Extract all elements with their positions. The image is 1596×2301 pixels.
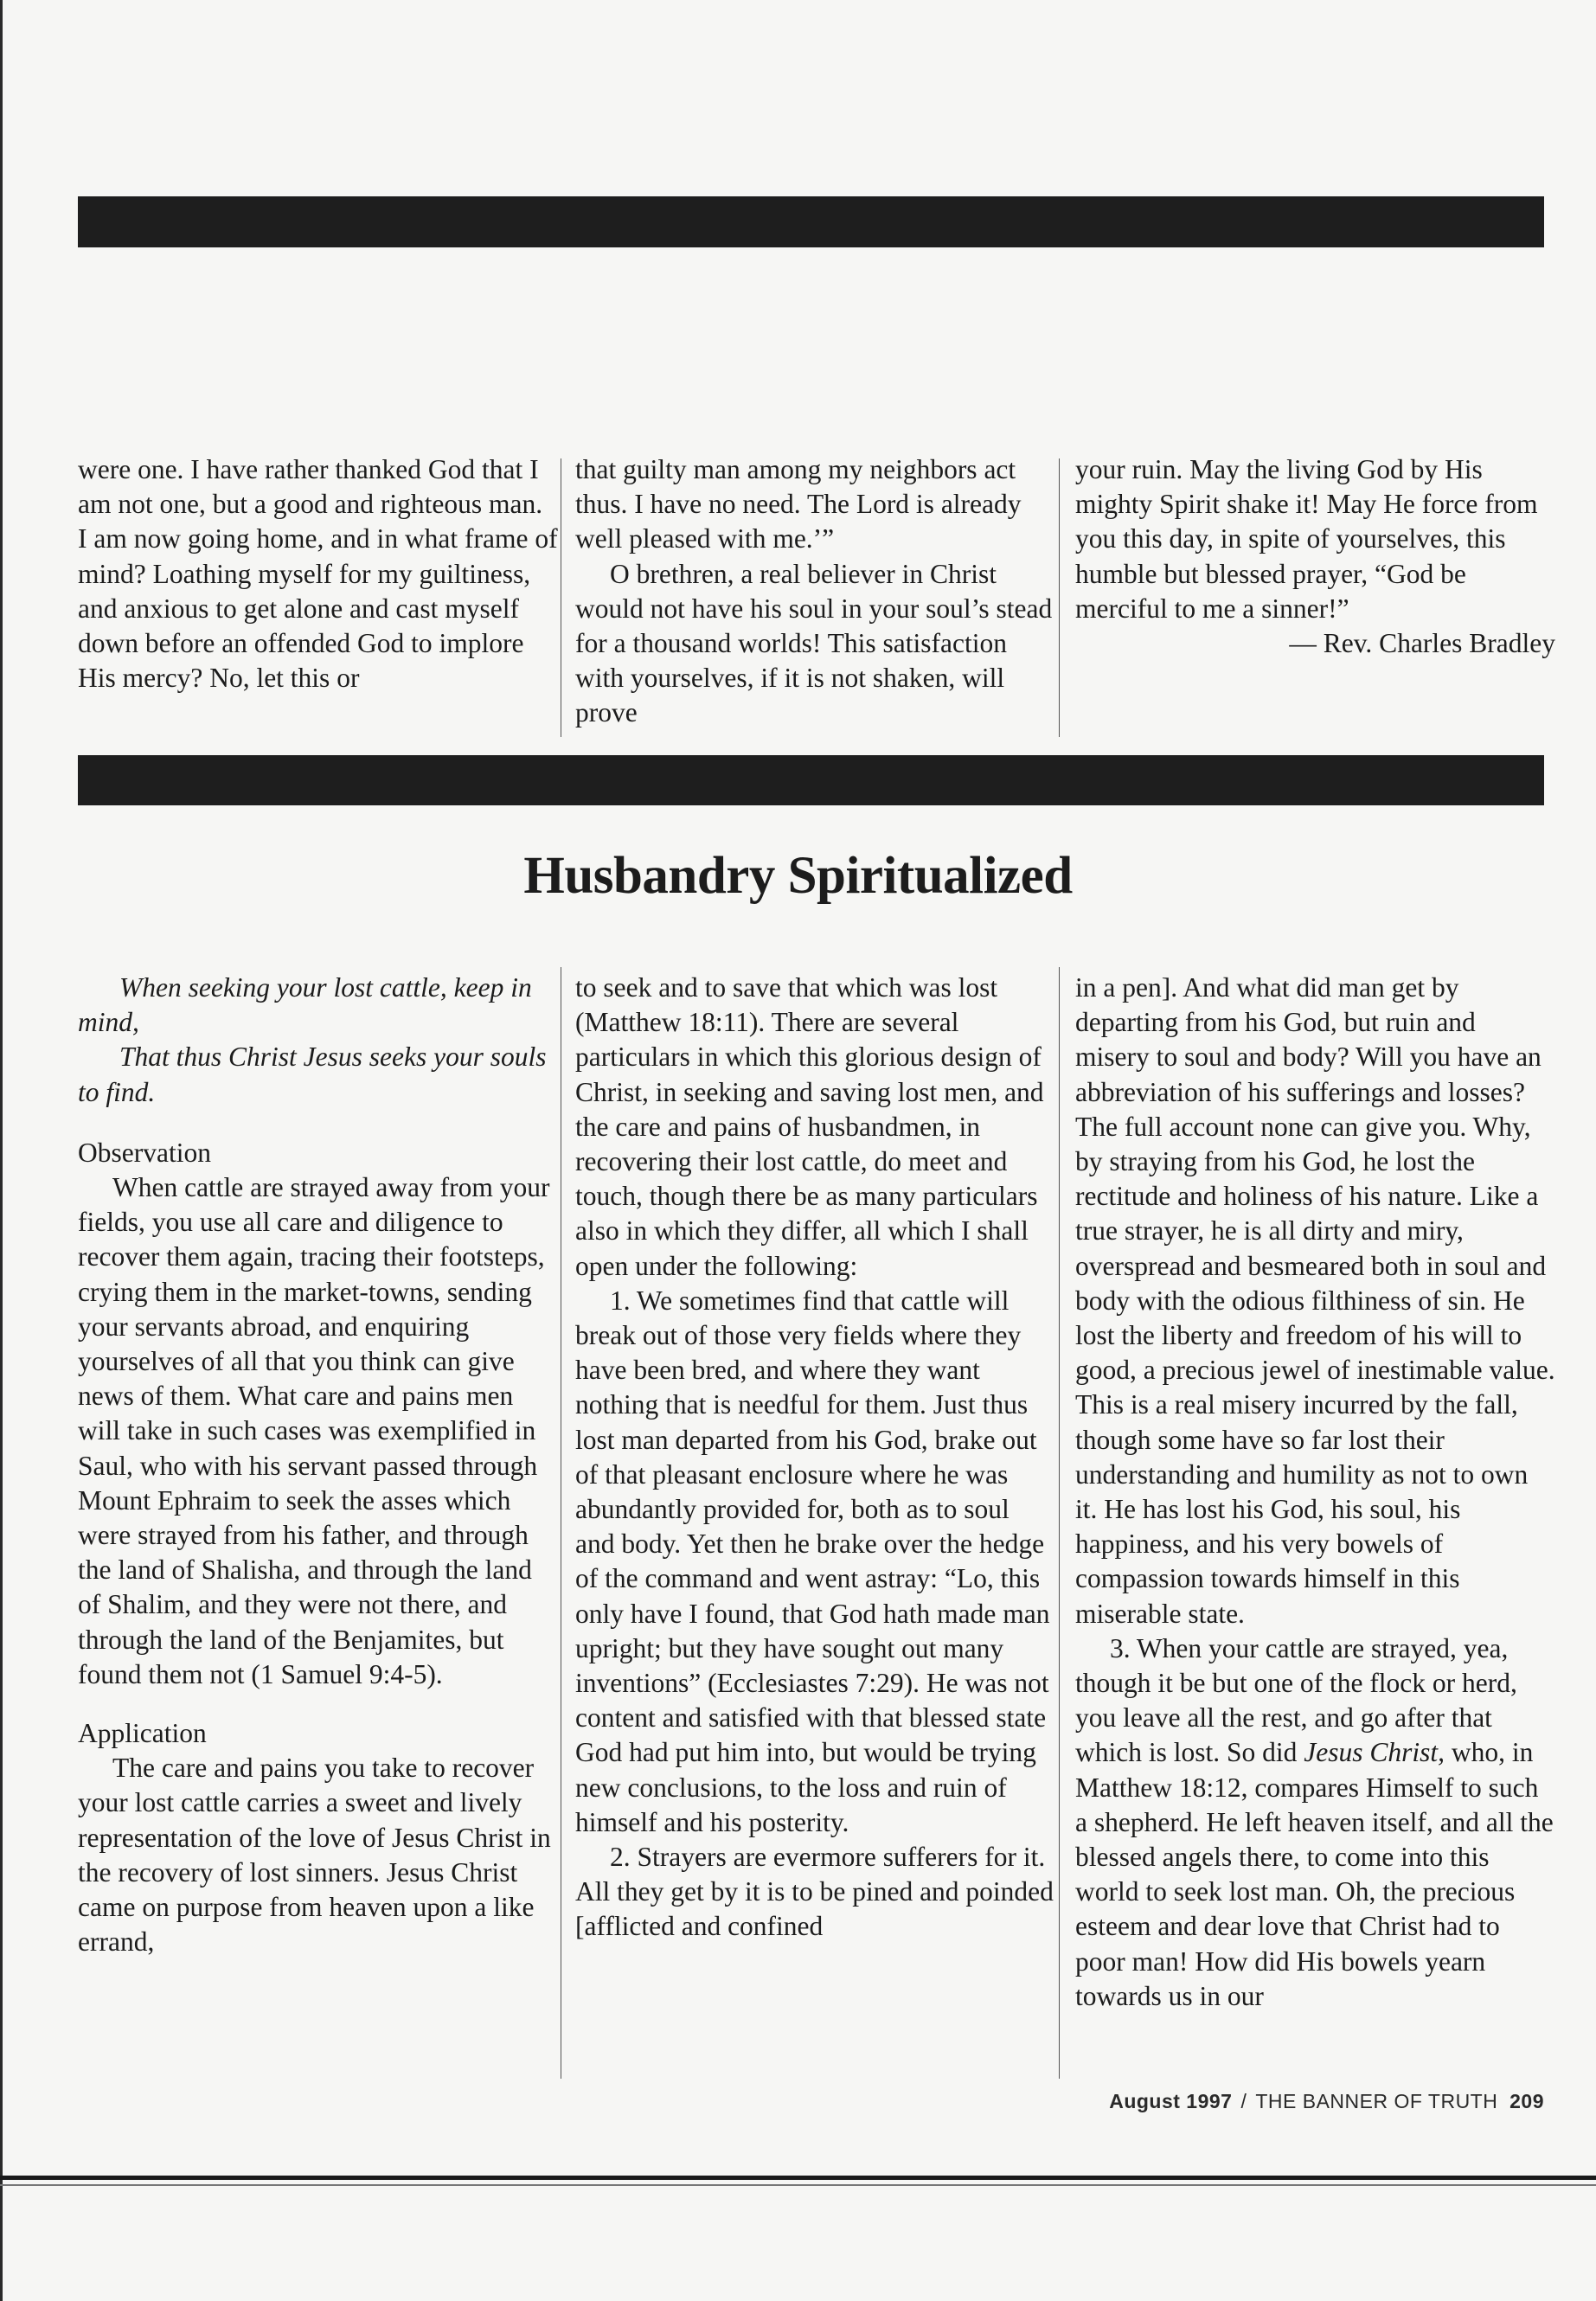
article-column-1	[78, 971, 558, 1959]
header-bar	[78, 196, 1544, 247]
col3-para-2-end: who, in Matthew 18:12, compares Himself to such a shepherd. He left heaven itself, and all the blessed angels there, to come into this world to seek lost man. Oh, the precious esteem and dear love that Christ had to poor man! How did His bowels yearn towards us in our	[1075, 1737, 1554, 2011]
epigraph-line-2: That thus Christ Jesus seeks your souls to find.	[78, 1042, 547, 1107]
author-signature: — Rev. Charles Bradley	[1289, 628, 1555, 659]
page-left-edge	[0, 0, 3, 2301]
emphasis-jesus-christ: Jesus Christ,	[1304, 1737, 1445, 1768]
page-number: 209	[1509, 2090, 1544, 2112]
article-column-3	[1075, 971, 1555, 2014]
footer-date: August 1997	[1109, 2090, 1233, 2112]
article-col2-para-2: 1. We sometimes find that cattle will break out of those very fields where they have been bred, and where they want nothing that is needful for them. Just thus lost man departed from his God, brake out of that pleasant enclosure where he was abundantly provided for, both as to soul and body. Yet then he brake over the hedge of the command and went astray: “Lo, this only have I found, that God hath made man upright; but they have sought out many inventions” (Ecclesiastes 7:29). He was not content and satisfied with that blessed state God had put him into, but would be trying new conclusions, to the loss and ruin of himself and his posterity.	[575, 1285, 1050, 1837]
top-column-3	[1075, 452, 1555, 661]
epigraph-line-1: When seeking your lost cattle, keep in mind,	[78, 972, 532, 1038]
col3-para-2-start: 3. When your cattle are strayed, yea, though it be but one of the flock or herd, you leave all the rest, and go after that which is lost. So did	[1075, 1632, 1517, 1768]
article-col3-para-1: in a pen]. And what did man get by departing from his God, but ruin and misery to soul and body? Will you have an abbreviation of his sufferings and losses? The full account none can give you. Why, by straying from his God, he lost the rectitude and holiness of his nature. Like a true strayer, he is all dirty and miry, overspread and besmeared both in soul and body with the odious filthiness of sin. He lost the liberty and freedom of his will to good, a precious jewel of inestimable value. This is a real misery incurred by the fall, though some have so far lost their understanding and humility as not to own it. He has lost his God, his soul, his happiness, and his very bowels of compassion towards himself in this miserable state.	[1075, 972, 1555, 1629]
section-divider-bar	[78, 755, 1544, 805]
column-rule	[1059, 967, 1060, 2079]
article-col2-para-3: 2. Strayers are evermore sufferers for it. All they get by it is to be pined and poinded [afflicted and confined	[575, 1842, 1054, 1942]
page-footer	[1109, 2090, 1544, 2113]
article-title: Husbandry Spiritualized	[523, 847, 1073, 905]
footer-separator: /	[1240, 2090, 1247, 2112]
top-column-1	[78, 452, 558, 695]
observation-heading: Observation	[78, 1137, 211, 1168]
top-col2-para-2: O brethren, a real believer in Christ would not have his soul in your soul’s stead for a thousand worlds! This satisfaction with yourselves, if it is not shaken, will prove	[575, 558, 1053, 728]
article-column-2	[575, 971, 1055, 1945]
application-heading: Application	[78, 1718, 207, 1749]
top-column-2	[575, 452, 1055, 731]
footer-publication: THE BANNER OF TRUTH	[1255, 2090, 1498, 2112]
column-rule	[1059, 458, 1060, 737]
article-col2-para-1: to seek and to save that which was lost (Matthew 18:11). There are several particulars in which this glorious design of Christ, in seeking and saving lost men, and the care and pains of husbandmen, in recovering their lost cattle, do meet and touch, though there be as many particulars also in which they differ, all which I shall open under the following:	[575, 972, 1044, 1281]
application-text: The care and pains you take to recover your lost cattle carries a sweet and lively representation of the love of Jesus Christ in the recovery of lost sinners. Jesus Christ came on purpose from heaven upon a like errand,	[78, 1753, 551, 1958]
top-col3-text: your ruin. May the living God by His mighty Spirit shake it! May He force from you this day, in spite of yourselves, this humble but blessed prayer, “God be merciful to me a sinner!”	[1075, 454, 1538, 624]
top-col1-text: were one. I have rather thanked God that I am not one, but a good and righteous man. I am now going home, and in what frame of mind? Loathing myself for my guiltiness, and anxious to get alone and cast myself down before an offended God to implore His mercy? No, let this or	[78, 454, 558, 694]
page-bottom-edge-shadow	[0, 2184, 1596, 2186]
top-col2-para-1: that guilty man among my neighbors act thus. I have no need. The Lord is already well pleased with me.’”	[575, 454, 1022, 554]
page-bottom-edge	[0, 2176, 1596, 2180]
epigraph	[78, 971, 558, 1110]
observation-text: When cattle are strayed away from your fields, you use all care and diligence to recover them again, tracing their footsteps, crying them in the market-towns, sending your servants abroad, and enquiring yourselves of all that you think can give news of them. What care and pains men will take in such cases was exemplified in Saul, who with his servant passed through Mount Ephraim to seek the asses which were strayed from his father, and through the land of Shalisha, and through the land of Shalim, and they were not there, and through the land of the Benjamites, but found them not (1 Samuel 9:4-5).	[78, 1172, 550, 1689]
article-col3-para-2	[1075, 1631, 1555, 2014]
